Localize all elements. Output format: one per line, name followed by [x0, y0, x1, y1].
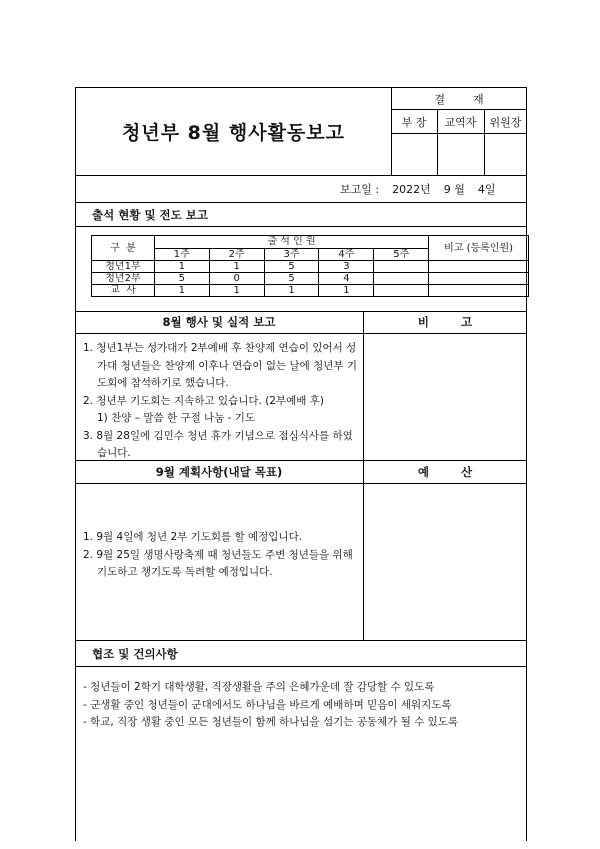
report-date-label: 보고일 :: [340, 183, 380, 196]
september-section-title: 9월 계획사항(내달 목표): [155, 464, 283, 479]
august-item: 2. 청년부 기도회는 지속하고 있습니다. (2부예배 후): [83, 394, 324, 407]
week-header: 5주: [374, 248, 429, 261]
week-header: 1주: [154, 248, 209, 261]
attendance-header-count: 출 석 인 원: [154, 236, 428, 249]
attendance-cell: 4: [319, 273, 374, 285]
week-header: 3주: [264, 248, 319, 261]
attendance-cell: 1: [154, 285, 209, 297]
approval-role-pastor: 교역자: [444, 115, 477, 129]
september-item: 2. 9월 25일 생명사랑축제 때 청년들도 주변 청년들을 위해 기도하고 챙기도록 독려할 예정입니다.: [83, 548, 353, 578]
report-title: 청년부 8월 행사활동보고: [122, 121, 345, 144]
row-label: 청년2부: [92, 273, 155, 285]
august-item: 3. 8월 28일에 김민수 청년 휴가 기념으로 점심식사를 하였습니다.: [83, 429, 353, 459]
august-sub-item: 1) 찬양 – 말씀 한 구절 나눔 - 기도: [97, 412, 256, 424]
attendance-cell: 1: [209, 261, 264, 273]
attendance-row-youth2: [92, 273, 529, 285]
row-label: 교 사: [92, 285, 155, 297]
september-title-line: [75, 483, 527, 484]
attendance-note-cell: [429, 261, 529, 273]
september-side-title: 예 산: [417, 464, 473, 479]
cooperation-item: - 학교, 직장 생활 중인 모든 청년들이 함께 하나님을 섬기는 공동체가 될 수 있도록: [83, 716, 459, 728]
attendance-header-category: 구 분: [92, 236, 155, 261]
report-date-month: 9: [443, 183, 451, 196]
report-date-day: 4일: [477, 183, 496, 196]
report-date-year: 2022: [392, 183, 421, 196]
attendance-cell: 5: [154, 273, 209, 285]
attendance-cell: [374, 273, 429, 285]
attendance-cell: 5: [264, 273, 319, 285]
attendance-title-line: [75, 226, 527, 227]
august-section-title: 8월 행사 및 실적 보고: [162, 315, 276, 329]
attendance-table: [91, 235, 529, 297]
row-label: 청년1부: [92, 261, 155, 273]
cooperation-body: [83, 679, 523, 732]
week-header: 4주: [319, 248, 374, 261]
attendance-cell: [374, 261, 429, 273]
attendance-row-teachers: [92, 285, 529, 297]
approval-role-manager: 부 장: [401, 115, 427, 129]
attendance-cell: [374, 285, 429, 297]
attendance-section-title: 출석 현황 및 전도 보고: [92, 208, 208, 222]
attendance-cell: 5: [264, 261, 319, 273]
august-side-title: 비 고: [417, 315, 473, 329]
cooperation-title-line: [75, 666, 527, 667]
report-date-month-unit: 월: [454, 183, 465, 196]
attendance-note-cell: [429, 285, 529, 297]
attendance-cell: 3: [319, 261, 374, 273]
september-plan-body: [83, 529, 359, 582]
attendance-cell: 1: [209, 285, 264, 297]
week-header: 2주: [209, 248, 264, 261]
august-report-body: [83, 340, 359, 463]
cooperation-item: - 청년들이 2학기 대학생활, 직장생활을 주의 은혜가운데 잘 감당할 수 있도록: [83, 681, 435, 693]
attendance-row-youth1: [92, 261, 529, 273]
attendance-cell: 1: [319, 285, 374, 297]
approval-label: 결 재: [434, 92, 484, 106]
cooperation-section-title: 협조 및 건의사항: [92, 647, 178, 661]
attendance-header-note: 비고 (등록인원): [429, 236, 529, 261]
date-bottom-line: [75, 202, 527, 203]
august-title-line: [75, 333, 527, 334]
august-item: 1. 청년1부는 성가대가 2부예배 후 찬양제 연습이 있어서 성가대 청년들은 찬양제 이후나 연습이 없는 날에 청년부 기도회에 참석하기로 했습니다.: [83, 342, 357, 389]
attendance-note-cell: [429, 273, 529, 285]
attendance-cell: 0: [209, 273, 264, 285]
september-item: 1. 9월 4일에 청년 2부 기도회를 할 예정입니다.: [83, 531, 303, 543]
signature-box-pastor[interactable]: [438, 134, 484, 174]
header-bottom-line: [75, 175, 527, 176]
report-date-year-unit: 년: [420, 183, 431, 196]
signature-box-manager[interactable]: [392, 134, 437, 174]
approval-role-chair: 위원장: [489, 115, 522, 129]
cooperation-panel: [76, 641, 526, 841]
attendance-cell: 1: [264, 285, 319, 297]
attendance-cell: 1: [154, 261, 209, 273]
signature-box-chair[interactable]: [485, 134, 527, 174]
report-date: [340, 181, 520, 198]
cooperation-item: - 군생활 중인 청년들이 군대에서도 하나님을 바르게 예배하며 믿음이 세워지도록: [83, 698, 452, 711]
